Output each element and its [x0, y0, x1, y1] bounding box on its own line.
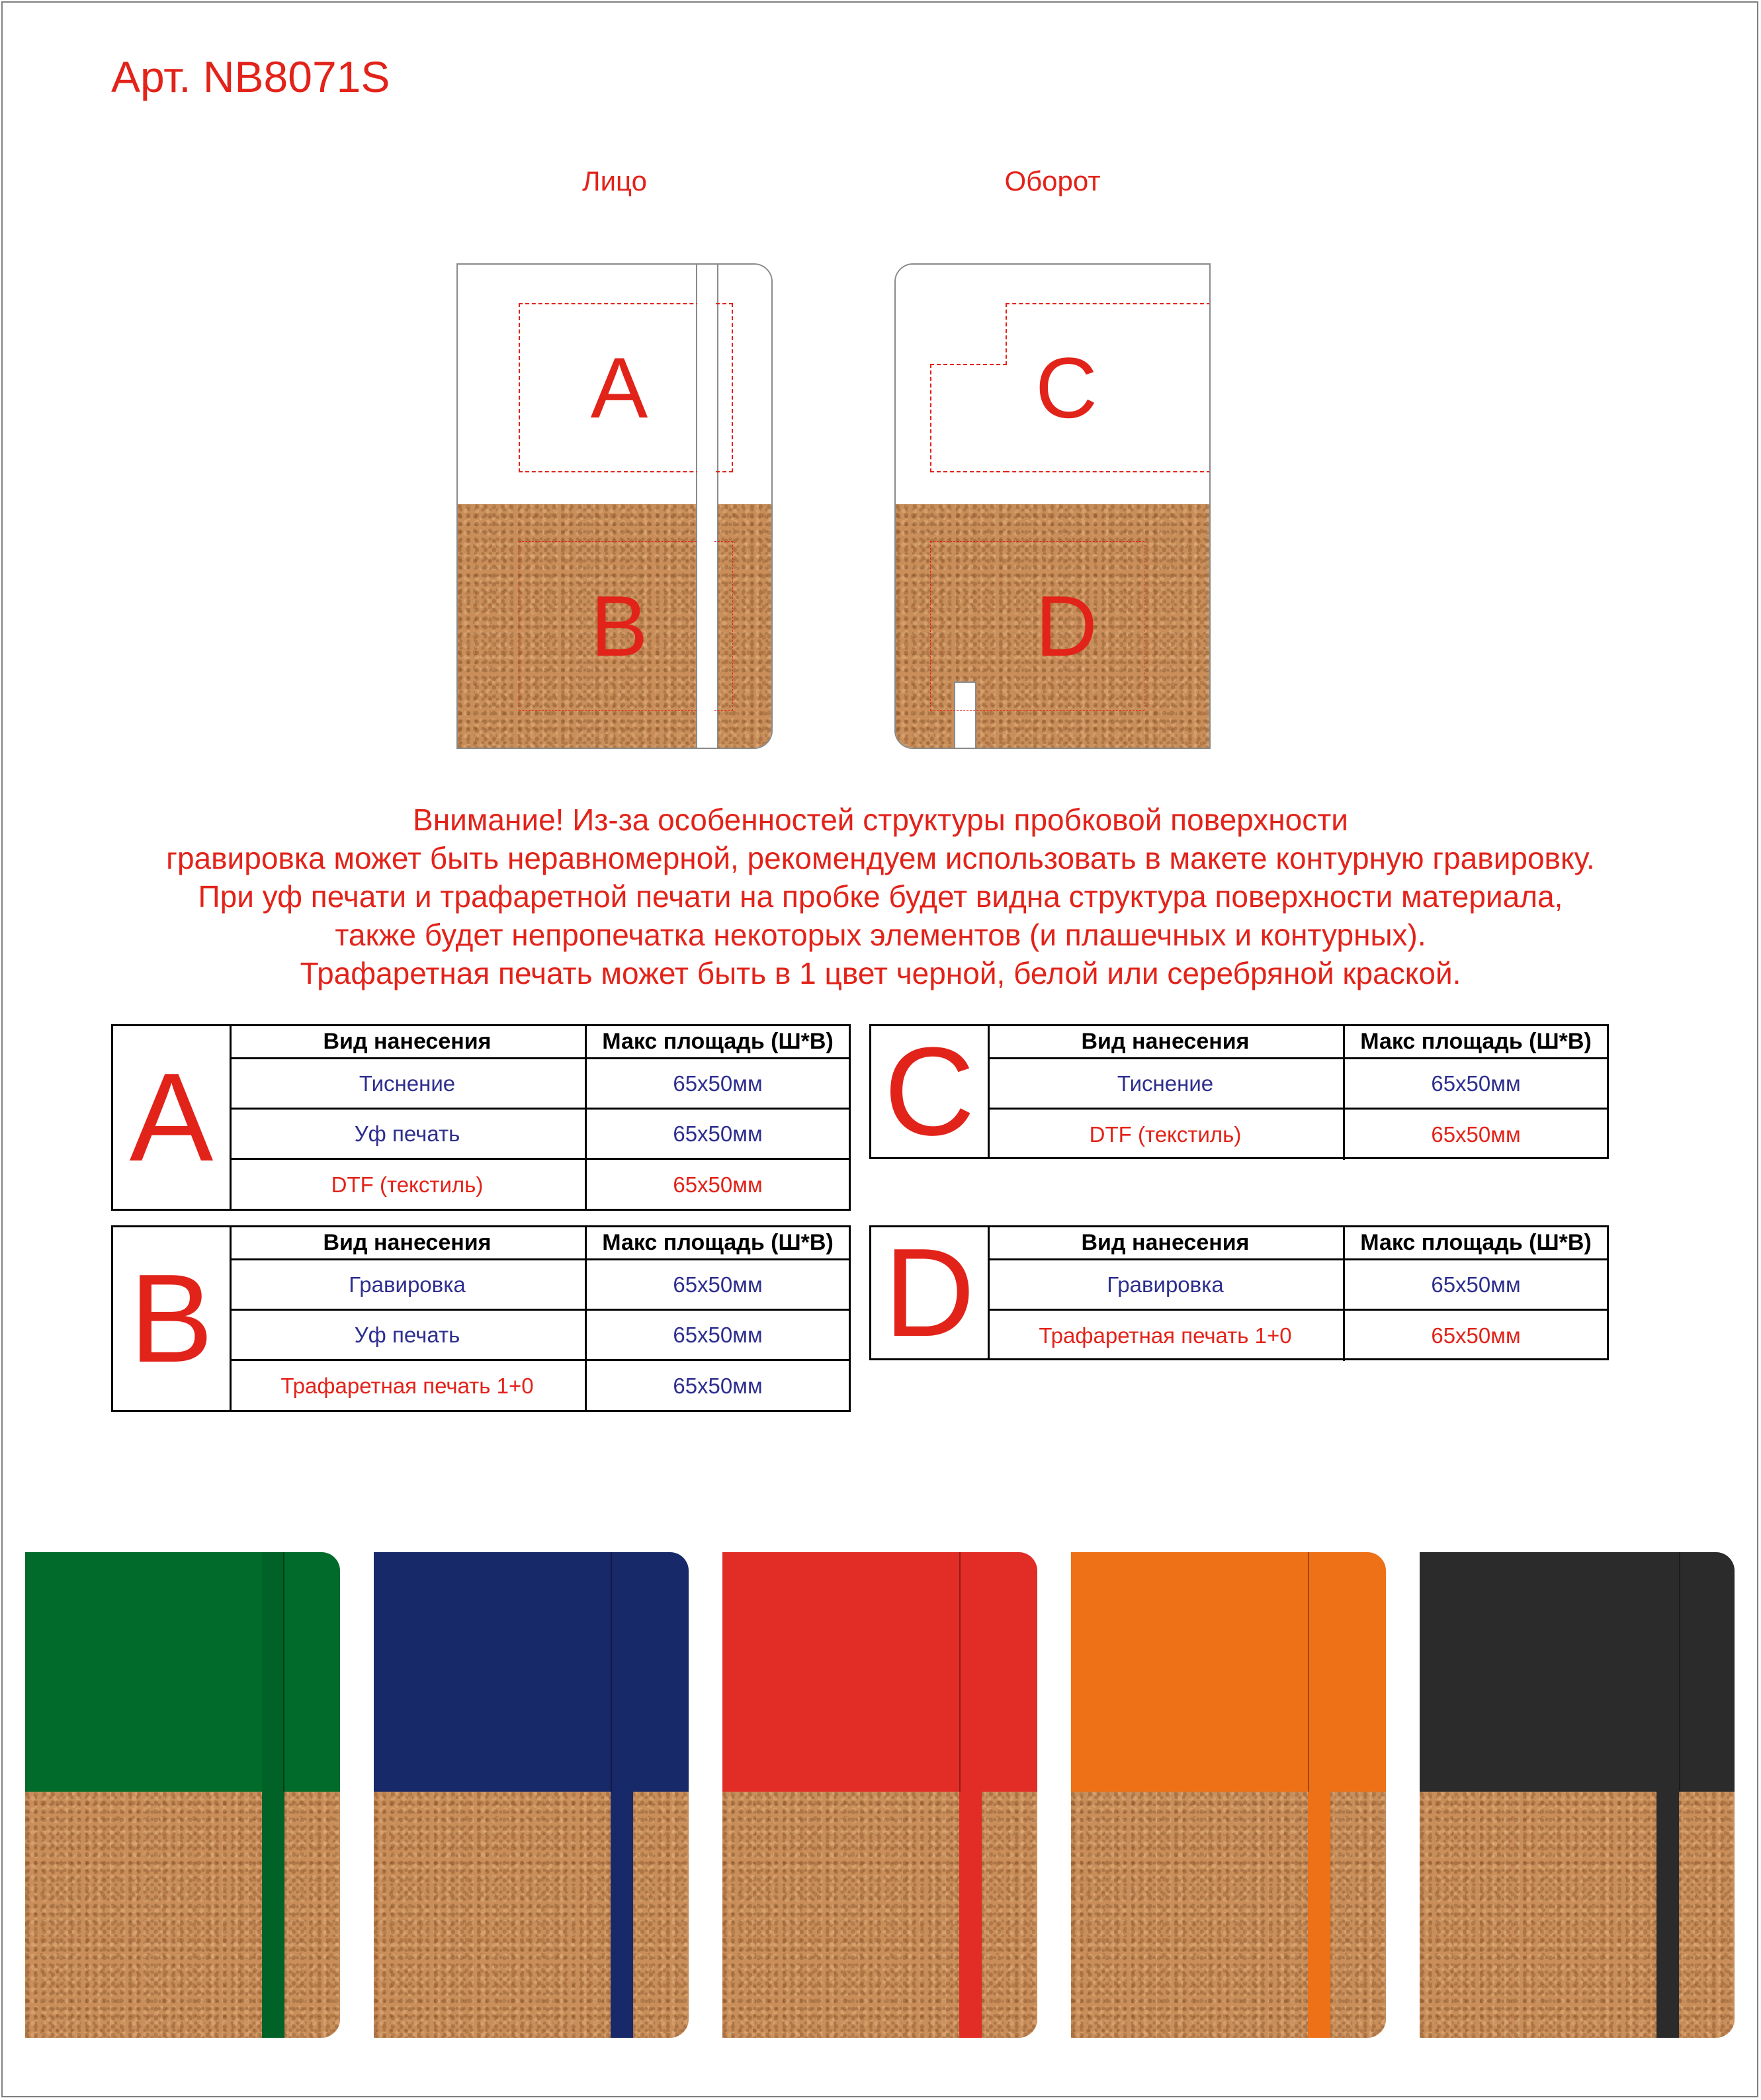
method-cell: DTF (текстиль)	[230, 1160, 587, 1210]
notebook-variant-black	[1420, 1552, 1735, 2038]
zone-c-letter: C	[1035, 339, 1097, 436]
method-cell: Трафаретная печать 1+0	[230, 1361, 587, 1411]
notice-line: Внимание! Из-за особенностей структуры пробковой поверхности	[413, 803, 1348, 837]
table-row	[230, 1260, 849, 1311]
area-cell: 65x50мм	[673, 1322, 763, 1347]
area-cell: 65x50мм	[673, 1121, 763, 1146]
area-cell: 65x50мм	[1431, 1122, 1521, 1147]
method-cell: Трафаретная печать 1+0	[988, 1311, 1345, 1361]
table-a-letter: A	[113, 1026, 232, 1209]
notice-line: также будет непропечатка некоторых элементов (и плашечных и контурных).	[335, 918, 1426, 952]
notice-line: гравировка может быть неравномерной, рекомендуем использовать в макете контурную гравировку.	[166, 841, 1595, 875]
header-area: Макс площадь (Ш*В)	[602, 1029, 834, 1054]
area-cell: 65x50мм	[673, 1272, 763, 1297]
table-row	[988, 1260, 1607, 1311]
table-zone-a	[111, 1024, 851, 1211]
notice-line: При уф печати и трафаретной печати на пробке будет видна структура поверхности материала,	[198, 879, 1563, 914]
back-face-diagram	[894, 263, 1211, 749]
header-area: Макс площадь (Ш*В)	[1360, 1029, 1592, 1054]
table-row	[230, 1311, 849, 1361]
table-header-row	[988, 1026, 1607, 1059]
zone-b-letter: B	[590, 578, 648, 674]
table-row	[230, 1160, 849, 1210]
header-area: Макс площадь (Ш*В)	[602, 1230, 834, 1255]
area-cell: 65x50мм	[1431, 1323, 1521, 1348]
header-method: Вид нанесения	[230, 1026, 587, 1057]
zone-a-letter: A	[590, 339, 648, 436]
table-zone-c	[869, 1022, 1609, 1162]
method-cell: Гравировка	[230, 1260, 587, 1309]
table-header-row	[988, 1227, 1607, 1260]
front-face-label: Лицо	[582, 165, 647, 197]
table-row	[230, 1361, 849, 1411]
table-b-letter: B	[113, 1227, 232, 1410]
notebook-variant-green	[25, 1552, 340, 2038]
notebook-variant-blue	[374, 1552, 689, 2038]
cork-notice	[0, 801, 1761, 992]
zone-d-letter: D	[1035, 578, 1097, 674]
area-cell: 65x50мм	[1431, 1272, 1521, 1297]
method-cell: Уф печать	[230, 1110, 587, 1158]
header-method: Вид нанесения	[230, 1227, 587, 1258]
table-row	[230, 1059, 849, 1110]
table-row	[988, 1110, 1607, 1160]
table-zone-d	[869, 1223, 1609, 1363]
header-method: Вид нанесения	[988, 1026, 1345, 1057]
header-method: Вид нанесения	[988, 1227, 1345, 1258]
front-face-diagram	[456, 263, 773, 749]
area-cell: 65x50мм	[673, 1172, 763, 1197]
notebook-variant-red	[722, 1552, 1037, 2038]
table-d-letter: D	[871, 1227, 990, 1358]
header-area: Макс площадь (Ш*В)	[1360, 1230, 1592, 1255]
method-cell: Тиснение	[988, 1059, 1345, 1108]
back-face-label: Оборот	[1004, 165, 1101, 197]
table-row	[988, 1311, 1607, 1361]
method-cell: Уф печать	[230, 1311, 587, 1359]
table-zone-b	[111, 1225, 851, 1412]
table-c-letter: C	[871, 1026, 990, 1157]
area-cell: 65x50мм	[673, 1071, 763, 1096]
method-cell: DTF (текстиль)	[988, 1110, 1345, 1160]
notice-line: Трафаретная печать может быть в 1 цвет черной, белой или серебряной краской.	[300, 956, 1461, 990]
notebook-variant-orange	[1071, 1552, 1386, 2038]
method-cell: Тиснение	[230, 1059, 587, 1108]
table-row	[230, 1110, 849, 1160]
table-header-row	[230, 1227, 849, 1260]
table-header-row	[230, 1026, 849, 1059]
area-cell: 65x50мм	[1431, 1071, 1521, 1096]
method-cell: Гравировка	[988, 1260, 1345, 1309]
table-row	[988, 1059, 1607, 1110]
article-title: Арт. NB8071S	[111, 52, 390, 101]
area-cell: 65x50мм	[673, 1374, 763, 1398]
